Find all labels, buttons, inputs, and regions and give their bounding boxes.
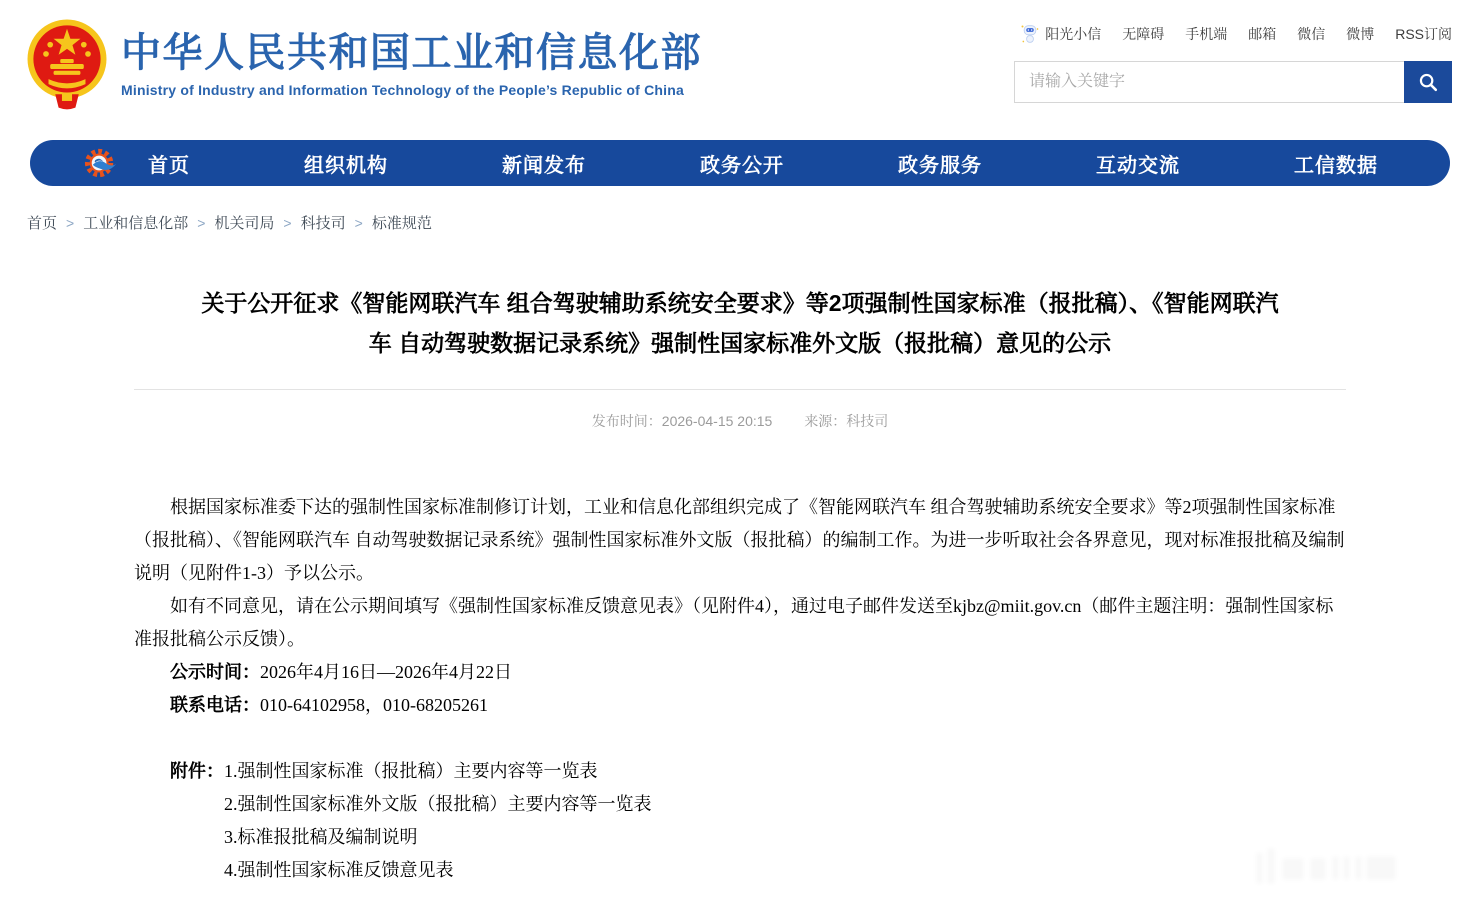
- attachment-item-1[interactable]: 1.强制性国家标准（报批稿）主要内容等一览表: [224, 761, 598, 781]
- source-label: 来源：: [804, 413, 847, 429]
- breadcrumb-item-departments[interactable]: 机关司局: [214, 215, 275, 232]
- nav-item-gov-disclosure[interactable]: 政务公开: [700, 154, 784, 177]
- attachments-label: 附件：: [170, 761, 224, 781]
- utility-link-sunshine-xiaoxin[interactable]: [1020, 23, 1101, 45]
- utility-link-label: 阳光小信: [1045, 26, 1102, 42]
- breadcrumb-item-home[interactable]: 首页: [27, 215, 58, 232]
- notice-time-line: [134, 656, 1346, 689]
- nav-item-organization[interactable]: 组织机构: [304, 154, 388, 177]
- search-icon: [1417, 71, 1439, 93]
- national-emblem-icon: [25, 16, 109, 112]
- source-value: 科技司: [846, 413, 889, 429]
- paragraph-1: 根据国家标准委下达的强制性国家标准制修订计划，工业和信息化部组织完成了《智能网联汽车 组合驾驶辅助系统安全要求》等2项强制性国家标准（报批稿）、《智能网联汽车 自动驾驶数据记录系统》强制性国家标准外文版（报批稿）的编制工作。为进一步听取社会各界意见，现对标准报批稿及编制说明（见附件1-3）予以公示。: [134, 497, 1345, 583]
- nav-item-gov-services[interactable]: 政务服务: [898, 154, 982, 177]
- breadcrumb-separator: >: [66, 214, 75, 231]
- nav-item-news[interactable]: 新闻发布: [502, 154, 586, 177]
- site-title: 中华人民共和国工业和信息化部: [121, 31, 702, 75]
- attachment-item-2[interactable]: 2.强制性国家标准外文版（报批稿）主要内容等一览表: [224, 794, 652, 814]
- utility-links: [1014, 21, 1452, 47]
- nav-items: [148, 149, 1378, 178]
- brand: [25, 16, 702, 140]
- attachment-item-4[interactable]: 4.强制性国家标准反馈意见表: [224, 860, 454, 880]
- breadcrumb-item-miit[interactable]: 工业和信息化部: [83, 215, 189, 232]
- contact-phone-value: 010-64102958，010-68205261: [260, 695, 488, 715]
- article-body: [134, 491, 1346, 887]
- gear-e-logo-icon: [82, 145, 118, 181]
- breadcrumb-separator: >: [197, 214, 206, 231]
- utility-link-weibo[interactable]: 微博: [1346, 26, 1375, 42]
- robot-mascot-icon: [1020, 23, 1040, 45]
- utility-link-rss[interactable]: RSS订阅: [1395, 26, 1452, 42]
- search-input[interactable]: [1014, 61, 1404, 103]
- main-nav: [30, 140, 1450, 186]
- nav-item-miit-data[interactable]: 工信数据: [1294, 154, 1378, 177]
- utility-link-accessibility[interactable]: 无障碍: [1122, 26, 1165, 42]
- article-content: [134, 283, 1346, 887]
- nav-item-interaction[interactable]: 互动交流: [1096, 154, 1180, 177]
- site-header: [0, 0, 1480, 140]
- breadcrumb-item-standards: 标准规范: [371, 215, 432, 232]
- attachments-list: [224, 755, 652, 887]
- breadcrumb-item-science-tech[interactable]: 科技司: [300, 215, 346, 232]
- paragraph-2: 如有不同意见，请在公示期间填写《强制性国家标准反馈意见表》（见附件4），通过电子邮件发送至kjbz@miit.gov.cn（邮件主题注明：强制性国家标准报批稿公示反馈）。: [134, 596, 1334, 649]
- utility-link-wechat[interactable]: 微信: [1297, 26, 1326, 42]
- attachment-item-3[interactable]: 3.标准报批稿及编制说明: [224, 827, 418, 847]
- notice-time-label: 公示时间：: [170, 662, 260, 682]
- utility-link-mail[interactable]: 邮箱: [1248, 26, 1277, 42]
- publish-time: 2026-04-15 20:15: [661, 413, 773, 429]
- article-title: 关于公开征求《智能网联汽车 组合驾驶辅助系统安全要求》等2项强制性国家标准（报批稿）、《智能网联汽车 自动驾驶数据记录系统》强制性国家标准外文版（报批稿）意见的公示: [201, 290, 1279, 356]
- utility-link-mobile[interactable]: 手机端: [1185, 26, 1228, 42]
- search-bar: [1014, 61, 1452, 103]
- contact-phone-label: 联系电话：: [170, 695, 260, 715]
- contact-phone-line: [134, 689, 1346, 722]
- nav-item-home[interactable]: 首页: [148, 154, 190, 177]
- header-right: [1014, 16, 1452, 140]
- article-meta: [134, 411, 1346, 431]
- breadcrumb: [27, 212, 1480, 233]
- brand-text: [121, 30, 702, 98]
- breadcrumb-separator: >: [283, 214, 292, 231]
- search-button[interactable]: [1404, 61, 1452, 103]
- title-divider: [134, 389, 1346, 390]
- notice-time-value: 2026年4月16日—2026年4月22日: [260, 662, 512, 682]
- breadcrumb-separator: >: [354, 214, 363, 231]
- site-subtitle: Ministry of Industry and Information Technology of the People’s Republic of China: [121, 82, 684, 98]
- publish-time-label: 发布时间：: [591, 413, 662, 429]
- attachments-block: [134, 755, 1346, 887]
